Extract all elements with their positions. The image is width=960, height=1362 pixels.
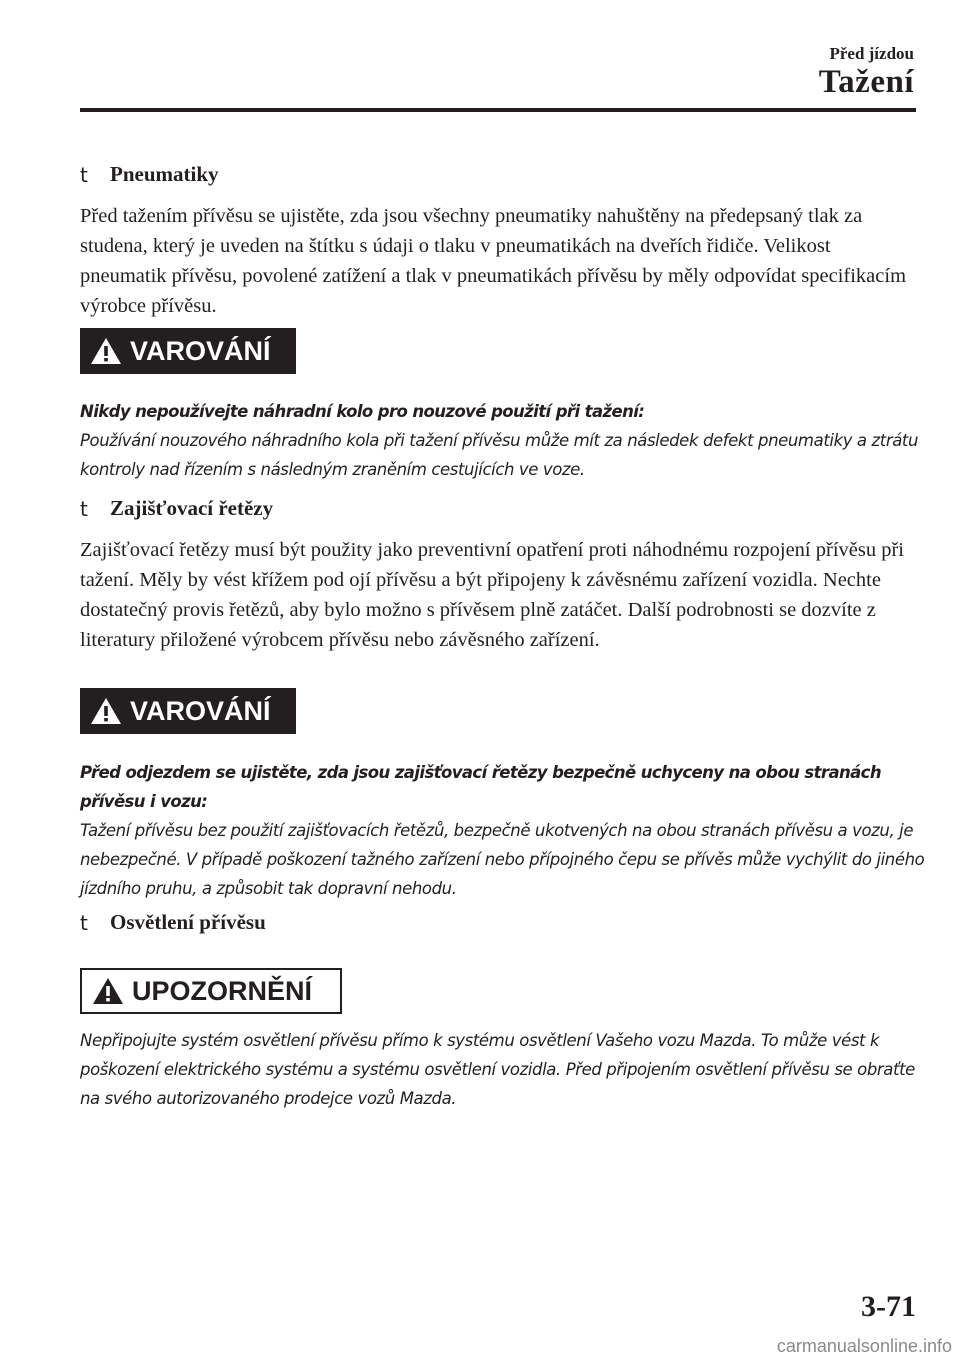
- warning-label-text: VAROVÁNÍ: [130, 335, 271, 366]
- section-heading-text: Osvětlení přívěsu: [110, 910, 266, 934]
- caution-label-text: UPOZORNĚNÍ: [132, 975, 313, 1006]
- warning-body-text: Používání nouzového náhradního kola při tažení přívěsu může mít za následek defekt pneumatiky a ztrátu kontroly nad řízením s následným zraněním cestujících ve voze.: [80, 431, 919, 479]
- warning-text-chains: [80, 758, 925, 903]
- warning-triangle-icon: [90, 697, 122, 725]
- section-heading-lighting: [80, 910, 266, 935]
- caution-label: [80, 968, 342, 1014]
- footer-watermark: carmanualsonline.info: [776, 1336, 952, 1356]
- header-divider: [80, 108, 916, 112]
- page-number: 3-71: [861, 1290, 916, 1323]
- warning-label: [80, 688, 296, 734]
- warning-bold-text: Před odjezdem se ujistěte, zda jsou zajišťovací řetězy bezpečně uchyceny na obou stranách přívěsu i vozu:: [80, 763, 881, 811]
- body-paragraph-tires: Před tažením přívěsu se ujistěte, zda jsou všechny pneumatiky nahuštěny na předepsaný tlak za studena, který je uveden na štítku s údaji o tlaku v pneumatikách na dveřích řidiče. Velikost pneumatik přívěsu, povolené zatížení a tlak v pneumatikách přívěsu by měly odpovídat specifikacím výrobce přívěsu.: [80, 205, 907, 317]
- bullet-marker: t: [80, 910, 88, 935]
- warning-label: [80, 328, 296, 374]
- section-heading-text: Pneumatiky: [110, 162, 219, 186]
- warning-text-tires: [80, 397, 925, 484]
- chapter-subtitle: Před jízdou: [829, 44, 914, 63]
- chapter-title: Tažení: [818, 64, 914, 100]
- section-heading-tires: [80, 162, 219, 187]
- warning-bold-text: Nikdy nepoužívejte náhradní kolo pro nouzové použití při tažení:: [80, 402, 645, 421]
- section-heading-chains: [80, 496, 273, 521]
- caution-text-lighting: Nepřipojujte systém osvětlení přívěsu přímo k systému osvětlení Vašeho vozu Mazda. To může vést k poškození elektrického systému a systému osvětlení vozidla. Před připojením osvětlení přívěsu se obraťte na svého autorizovaného prodejce vozů Mazda.: [80, 1031, 915, 1108]
- section-heading-text: Zajišťovací řetězy: [110, 496, 274, 520]
- warning-body-text: Tažení přívěsu bez použití zajišťovacích řetězů, bezpečně ukotvených na obou stranách přívěsu a vozu, je nebezpečné. V případě poškození tažného zařízení nebo přípojného čepu se přívěs může vychýlit do jiného jízdního pruhu, a způsobit tak dopravní nehodu.: [80, 821, 925, 898]
- bullet-marker: t: [80, 162, 88, 187]
- caution-triangle-icon: [92, 977, 124, 1005]
- warning-label-text: VAROVÁNÍ: [130, 695, 271, 726]
- body-paragraph-chains: Zajišťovací řetězy musí být použity jako preventivní opatření proti náhodnému rozpojení přívěsu při tažení. Měly by vést křížem pod ojí přívěsu a být připojeny k závěsnému zařízení vozidla. Nechte dostatečný provis řetězů, aby bylo možno s přívěsem plně zatáčet. Další podrobnosti se dozvíte z literatury přiložené výrobcem přívěsu nebo závěsného zařízení.: [80, 539, 904, 651]
- bullet-marker: t: [80, 496, 88, 521]
- warning-triangle-icon: [90, 337, 122, 365]
